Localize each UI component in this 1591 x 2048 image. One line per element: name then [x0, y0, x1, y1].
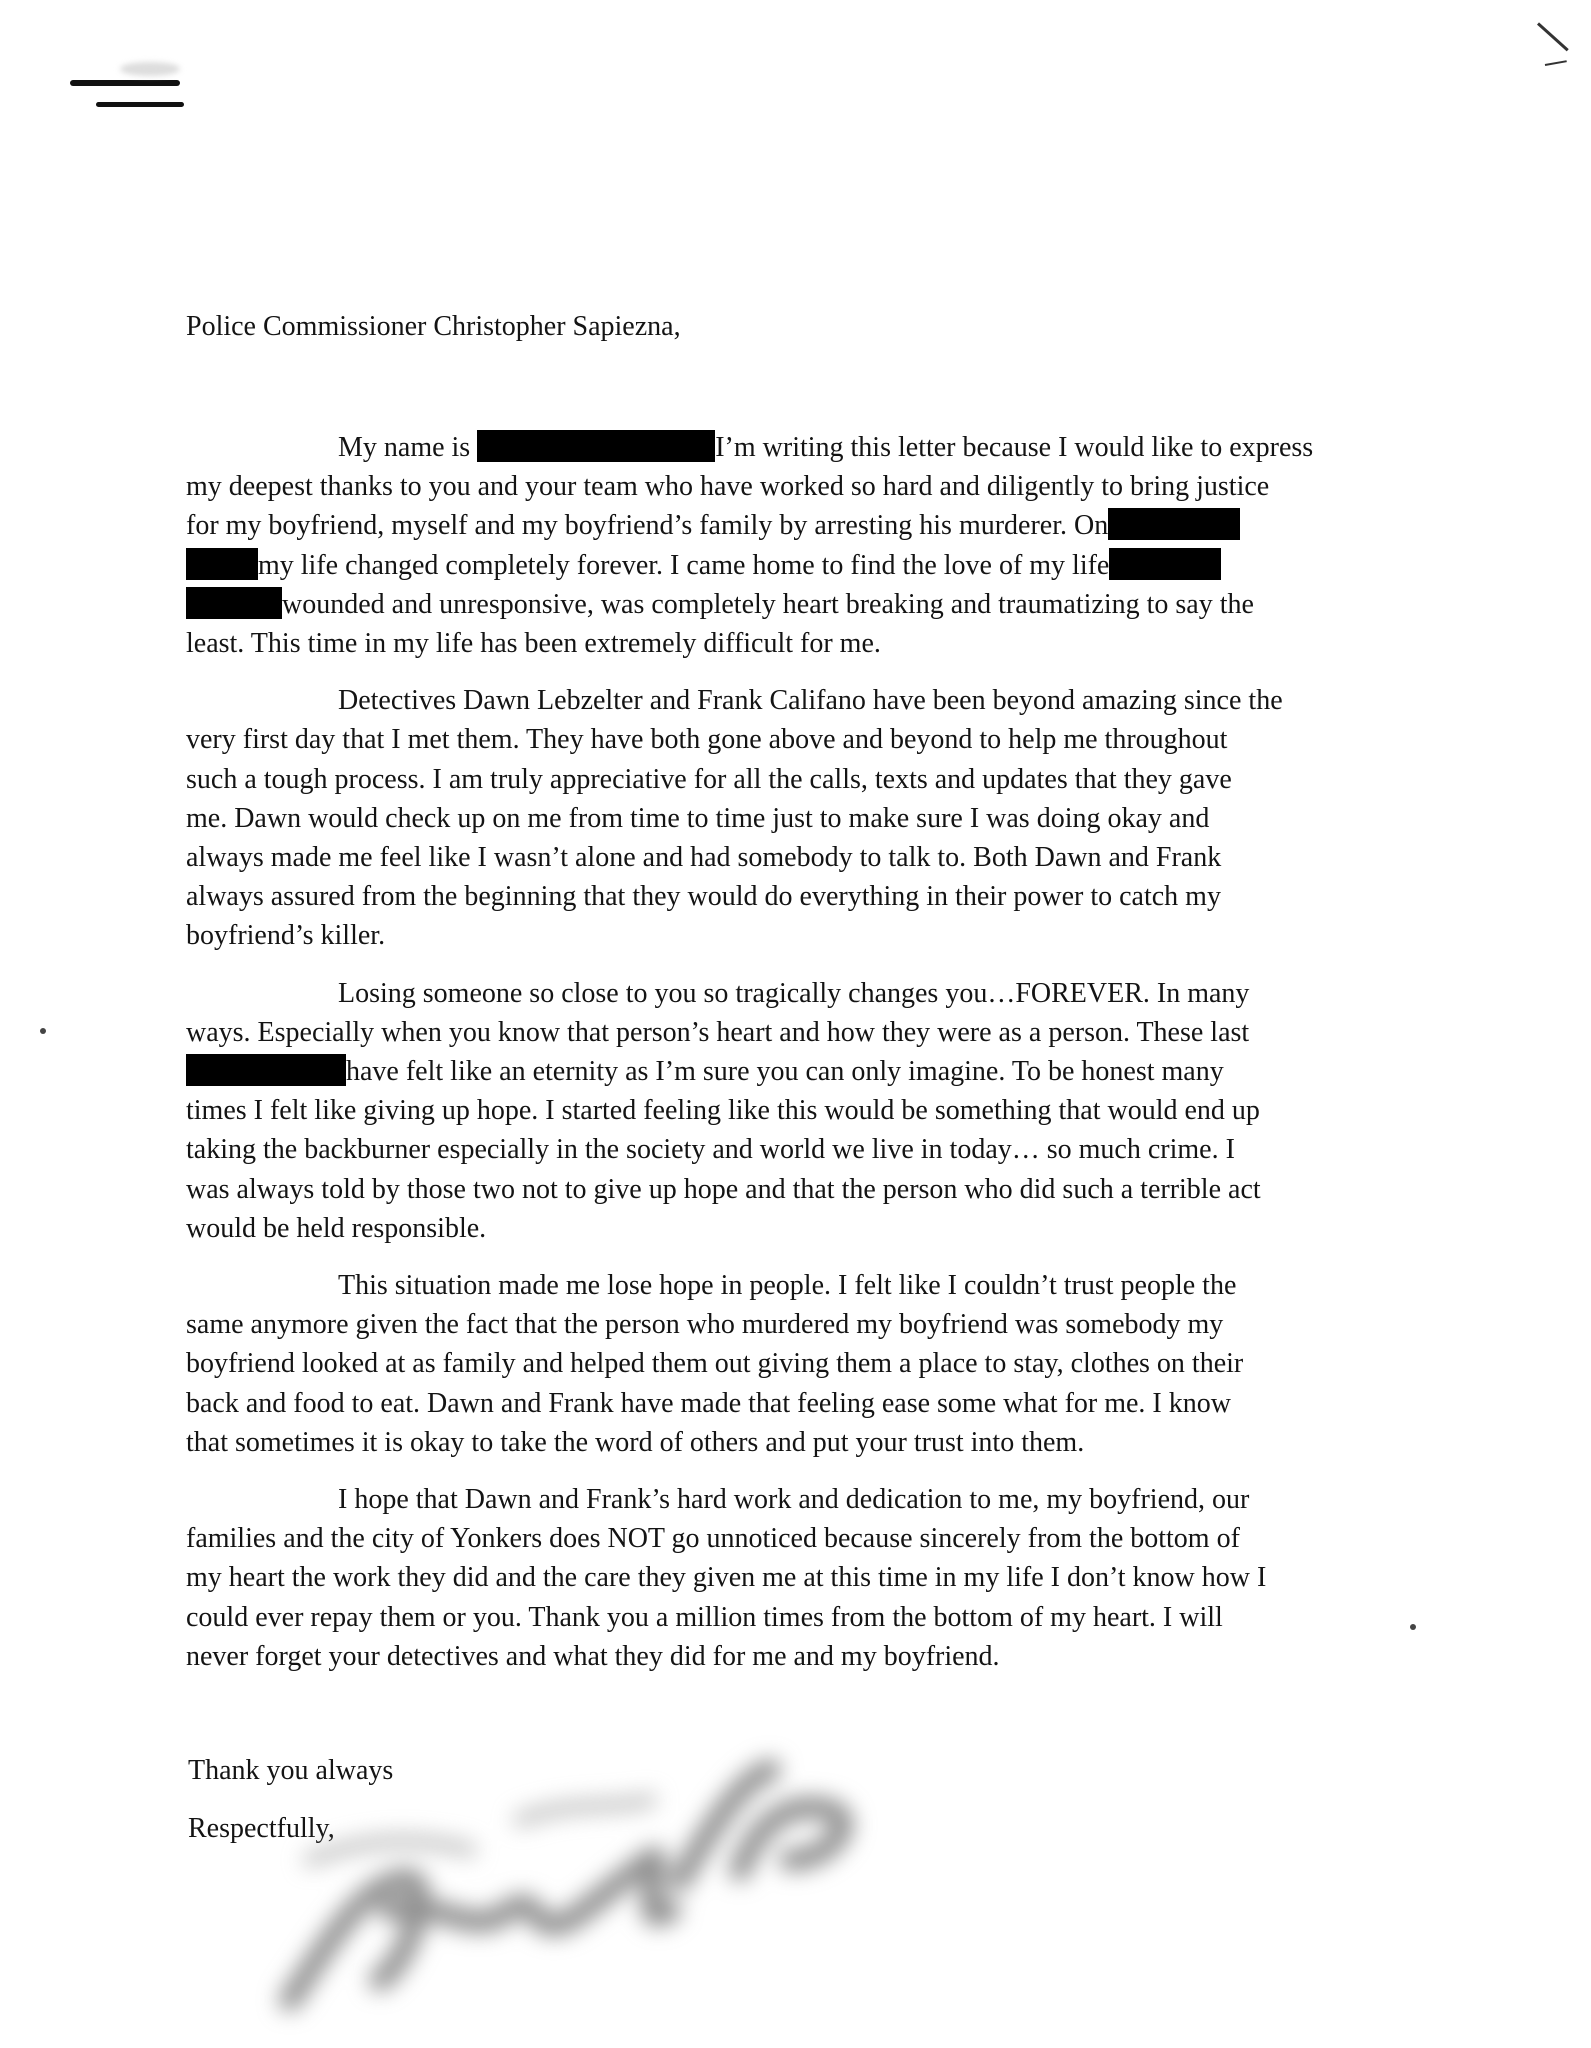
- letter-body: [186, 428, 1406, 1694]
- text-span: my life changed completely forever. I came home to find the love of my life: [258, 549, 1110, 581]
- text-line: always assured from the beginning that they would do everything in their power to catch my: [186, 881, 1221, 913]
- text-line: very first day that I met them. They have both gone above and beyond to help me throughout: [186, 724, 1228, 756]
- closing-respectfully: Respectfully,: [188, 1813, 335, 1844]
- text-line: [186, 1052, 1406, 1091]
- text-line: This situation made me lose hope in people. I felt like I couldn’t trust people the: [338, 1270, 1237, 1302]
- text-span: have felt like an eternity as I’m sure you can only imagine. To be honest many: [346, 1056, 1224, 1088]
- salutation: Police Commissioner Christopher Sapiezna,: [186, 311, 681, 342]
- text-line: [186, 506, 1406, 545]
- redaction-block: [186, 587, 282, 619]
- paragraph-4: [186, 1266, 1406, 1462]
- text-line: boyfriend looked at as family and helped them out giving them a place to stay, clothes on their: [186, 1348, 1244, 1380]
- text-line: [186, 546, 1406, 585]
- redaction-block: [477, 430, 715, 462]
- text-line: never forget your detectives and what they did for me and my boyfriend.: [186, 1640, 1000, 1672]
- scan-dot: [40, 1028, 46, 1034]
- paragraph-1: [186, 428, 1406, 663]
- text-span: wounded and unresponsive, was completely heart breaking and traumatizing to say the: [282, 588, 1254, 620]
- closing-thanks: Thank you always: [188, 1755, 394, 1786]
- corner-stroke: [1537, 22, 1569, 51]
- signature-scribble: [270, 1740, 870, 2040]
- text-line: [186, 428, 1406, 467]
- scan-smudge: [120, 62, 180, 76]
- redaction-block: [1108, 508, 1240, 540]
- text-line: was always told by those two not to give up hope and that the person who did such a terrible act: [186, 1173, 1261, 1205]
- text-span: I’m writing this letter because I would like to express: [715, 432, 1314, 463]
- text-line: I hope that Dawn and Frank’s hard work and dedication to me, my boyfriend, our: [338, 1484, 1250, 1516]
- scan-dot: [1410, 1624, 1416, 1630]
- scan-mark-top: [70, 80, 180, 86]
- text-line: me. Dawn would check up on me from time to time just to make sure I was doing okay and: [186, 802, 1210, 834]
- text-line: families and the city of Yonkers does NOT go unnoticed because sincerely from the bottom of: [186, 1523, 1240, 1555]
- paragraph-5: [186, 1480, 1406, 1676]
- redaction-block: [186, 1054, 346, 1086]
- text-span: My name is: [338, 432, 478, 463]
- corner-stroke-small: [1545, 60, 1567, 66]
- text-line: that sometimes it is okay to take the word of others and put your trust into them.: [186, 1426, 1085, 1458]
- text-line: my heart the work they did and the care they given me at this time in my life I don’t know how I: [186, 1562, 1267, 1594]
- text-line: my deepest thanks to you and your team who have worked so hard and diligently to bring justice: [186, 471, 1270, 503]
- paragraph-2: [186, 681, 1406, 955]
- paragraph-3: [186, 974, 1406, 1248]
- scan-mark-bottom: [96, 102, 184, 107]
- blurred-signature: [270, 1740, 870, 2040]
- text-line: back and food to eat. Dawn and Frank have made that feeling ease some what for me. I know: [186, 1387, 1231, 1419]
- text-span: for my boyfriend, myself and my boyfriend’s family by arresting his murderer. On: [186, 510, 1109, 542]
- text-line: ways. Especially when you know that person’s heart and how they were as a person. These last: [186, 1016, 1250, 1048]
- text-line: times I felt like giving up hope. I started feeling like this would be something that would end up: [186, 1095, 1260, 1127]
- text-line: same anymore given the fact that the person who murdered my boyfriend was somebody my: [186, 1309, 1224, 1341]
- text-line: such a tough process. I am truly appreciative for all the calls, texts and updates that they gave: [186, 763, 1232, 795]
- text-line: would be held responsible.: [186, 1212, 487, 1244]
- text-line: Losing someone so close to you so tragically changes you…FOREVER. In many: [338, 977, 1250, 1009]
- text-line: always made me feel like I wasn’t alone and had somebody to talk to. Both Dawn and Frank: [186, 842, 1222, 874]
- text-line: Detectives Dawn Lebzelter and Frank Califano have been beyond amazing since the: [338, 685, 1283, 717]
- redaction-block: [186, 548, 258, 580]
- text-line: taking the backburner especially in the society and world we live in today… so much crime. I: [186, 1134, 1235, 1166]
- text-line: boyfriend’s killer.: [186, 920, 386, 952]
- text-line: could ever repay them or you. Thank you a million times from the bottom of my heart. I will: [186, 1601, 1223, 1633]
- text-line: [186, 585, 1406, 624]
- redaction-block: [1109, 548, 1221, 580]
- text-line: least. This time in my life has been extremely difficult for me.: [186, 628, 881, 660]
